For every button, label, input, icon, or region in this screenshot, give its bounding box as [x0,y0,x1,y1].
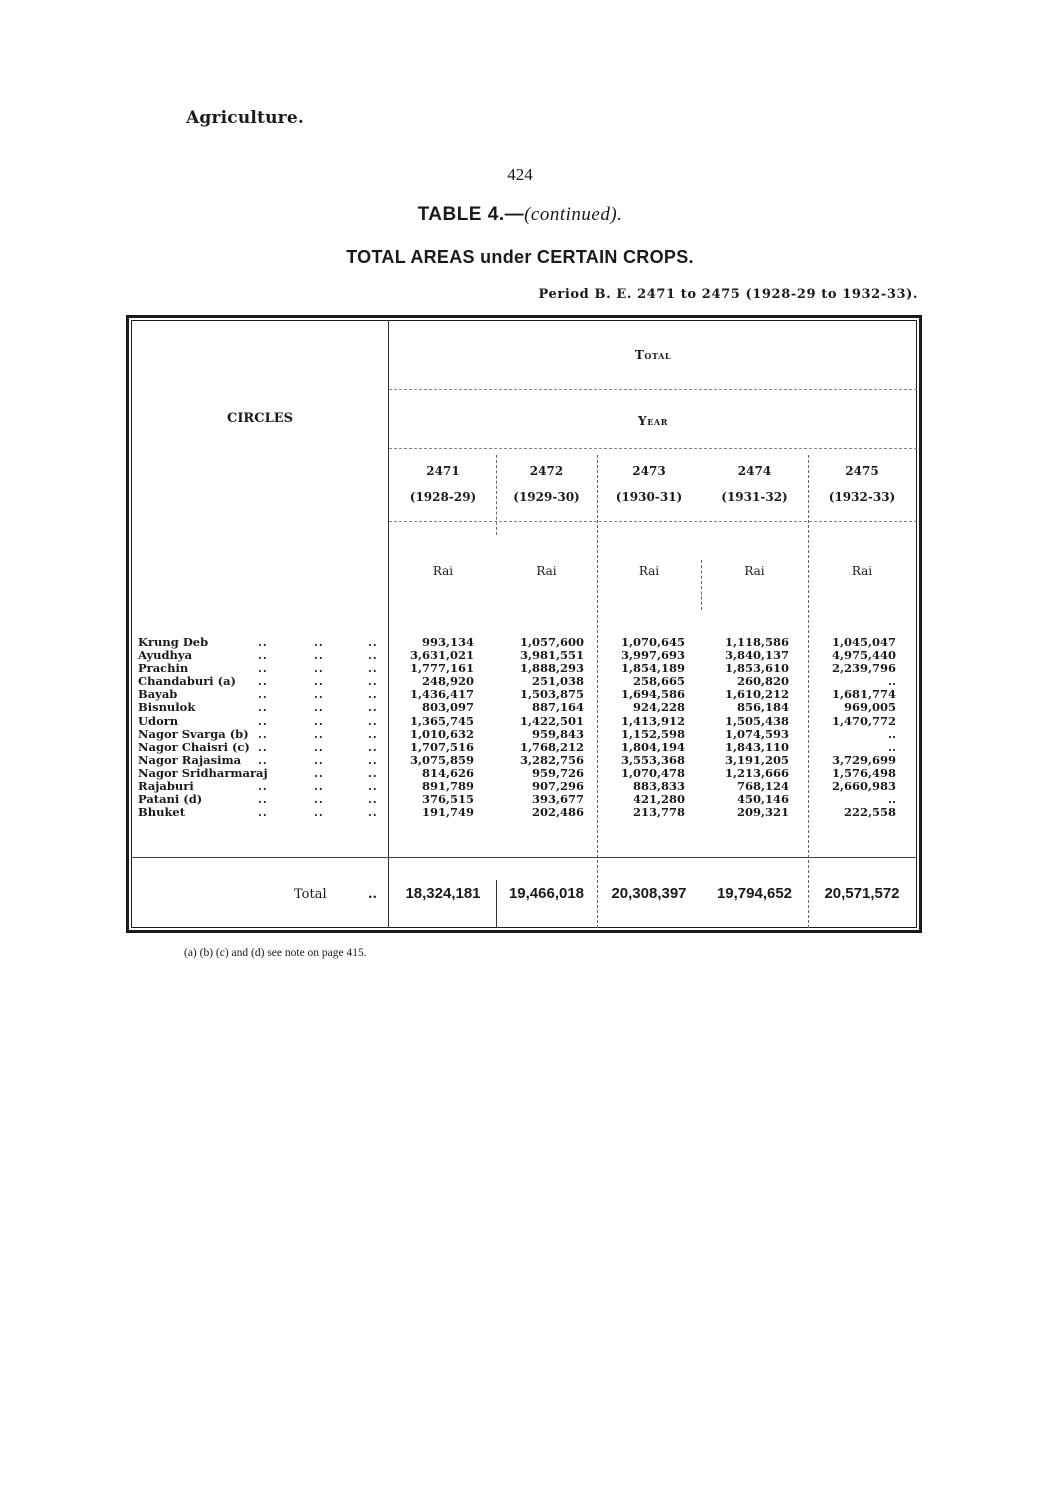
year-be: 2473 [632,464,666,478]
table-cell: .. [887,726,896,741]
total-2475: 20,571,572 [824,885,900,902]
table-subtitle: TOTAL AREAS under CERTAIN CROPS. [346,247,694,267]
table-cell: 1,804,194 [620,739,685,754]
year-header-rule [389,448,917,449]
table-cell: 191,749 [421,805,474,820]
table-cell: 2,239,796 [831,661,896,676]
table-cell: 421,280 [632,792,685,807]
circle-name: Rajaburi [138,779,194,794]
table-cell: 1,010,632 [409,726,474,741]
table-cell: 1,505,438 [724,713,789,728]
table-cell: 969,005 [843,700,896,715]
total-2474: 19,794,652 [716,885,793,902]
table-cell: 1,413,912 [620,713,685,728]
table-cell: 814,626 [421,765,474,780]
table-cell: 1,470,772 [831,713,896,728]
unit-label: Rai [638,564,660,578]
year-header: Year [638,414,668,428]
year-ce: (1928-29) [409,490,477,504]
table-cell: 3,553,368 [620,752,685,767]
unit-label: Rai [432,564,454,578]
table-cell: 1,854,189 [620,661,685,676]
table-cell: 3,729,699 [831,752,896,767]
table-cell: 907,296 [531,779,584,794]
table-cell: 924,228 [632,700,685,715]
leader-dots: .. .. .. .. .. .. .. .. .. .. .. .. .. [258,636,268,820]
table-cell: 3,631,021 [409,648,474,663]
year-ce: (1930-31) [615,490,683,504]
table-cell: 202,486 [531,805,584,820]
table-cell: 1,694,586 [620,687,685,702]
table-cell: 883,833 [632,779,685,794]
footnote: (a) (b) (c) and (d) see note on page 415. [184,947,367,959]
table-cell: 248,920 [421,674,474,689]
year-ce: (1931-32) [721,490,788,504]
year-be: 2474 [737,464,772,478]
total-2471: 18,324,181 [405,885,481,902]
circles-header: CIRCLES [226,411,293,426]
year-ce: (1929-30) [513,490,580,504]
circle-name: Nagor Chaisri (c) [138,739,250,754]
year-be: 2475 [845,464,879,478]
table-cell: 258,665 [632,674,685,689]
table-cell: 803,097 [421,700,474,715]
values-2475 [808,636,896,819]
circle-name: Bhuket [138,805,186,820]
year-col-2475 [808,464,916,578]
total-header-rule [389,389,917,390]
table-cell: 1,436,417 [409,687,474,702]
table-cell: 376,515 [421,792,474,807]
table-cell: 959,843 [531,726,584,741]
table-cell: 3,840,137 [724,648,789,663]
circle-name: Nagor Sridharmaraj [138,765,268,780]
table-cell: 959,726 [531,765,584,780]
leader-dots: .. .. .. .. .. .. .. .. .. .. .. .. .. .. [368,636,378,820]
table-cell: 1,768,212 [519,739,584,754]
circle-name: Ayudhya [138,648,193,663]
table-cell: 1,576,498 [831,765,896,780]
leader-dots: .. [368,887,378,902]
table-continued: (continued). [524,204,623,225]
section-heading: Agriculture. [186,108,304,128]
table-cell: 1,853,610 [724,661,789,676]
table-cell: 1,074,593 [724,726,789,741]
table-cell: 856,184 [736,700,789,715]
table-cell: 1,888,293 [519,661,584,676]
values-2473 [597,636,685,819]
values-2474 [701,636,789,819]
table-cell: 450,146 [736,792,789,807]
table-cell: 1,118,586 [724,635,789,649]
year-col-2474 [701,464,808,578]
circle-name: Patani (d) [138,792,203,807]
values-2472 [496,636,584,819]
year-col-2471 [390,464,496,578]
circle-name: Udorn [138,713,179,728]
table-cell: 222,558 [843,805,896,820]
circle-name: Krung Deb [138,635,209,649]
table-cell: .. [887,792,896,807]
circle-name: Bayab [138,687,178,702]
table-cell: 1,213,666 [724,765,789,780]
table-cell: 1,422,501 [519,713,584,728]
total-label: Total [294,887,327,902]
leader-dots: .. .. .. .. .. .. .. .. .. .. .. .. .. .. [314,636,324,820]
table-cell: 1,610,212 [724,687,789,702]
table-cell: 1,365,745 [409,713,474,728]
table-cell: 1,503,875 [519,687,584,702]
total-2472: 19,466,018 [508,885,585,902]
table-cell: 3,997,693 [620,648,685,663]
circle-name: Bisnulok [138,700,196,715]
table-cell: 2,660,983 [831,779,896,794]
year-be: 2472 [529,464,564,478]
table-title [0,204,1040,226]
table-cell: 1,070,645 [620,635,685,649]
table-cell: 3,282,756 [519,752,584,767]
circle-name: Chandaburi (a) [138,674,236,689]
table-cell: .. [887,674,896,689]
total-2473: 20,308,397 [611,885,687,902]
circle-name: Prachin [138,661,189,676]
table-cell: 3,075,859 [409,752,474,767]
circles-column-divider [388,320,389,928]
table-cell: 4,975,440 [831,648,896,663]
page-number: 424 [507,165,533,184]
table-cell: 260,820 [736,674,789,689]
circle-name: Nagor Svarga (b) [138,726,249,741]
table-cell: 1,057,600 [519,635,584,649]
year-be: 2471 [426,464,460,478]
unit-label: Rai [536,564,557,578]
total-row-rule [132,857,916,858]
table-cell: 1,045,047 [831,635,896,649]
table-cell: 1,152,598 [620,726,685,741]
table-cell: 1,777,161 [409,661,474,676]
total-header: Total [634,348,672,362]
total-divider [496,880,497,928]
period-caption: Period B. E. 2471 to 2475 (1928-29 to 1932-33). [538,287,918,302]
year-col-2472 [496,464,597,578]
unit-label: Rai [851,564,873,578]
table-cell: 213,778 [632,805,685,820]
year-col-2473 [597,464,701,578]
table-cell: 768,124 [736,779,789,794]
table-cell: 1,843,110 [724,739,789,754]
table-cell: 887,164 [531,700,584,715]
table-cell: 993,134 [421,635,474,649]
circle-names [138,636,268,819]
table-label: TABLE 4.— [417,204,525,225]
table-cell: 3,981,551 [519,648,584,663]
circle-name: Nagor Rajasima [138,752,242,767]
table-cell: 251,038 [531,674,584,689]
table-cell: 1,707,516 [409,739,474,754]
table-cell: 3,191,205 [724,752,789,767]
table-cell: 209,321 [736,805,789,820]
values-2471 [390,636,474,819]
table-cell: 1,681,774 [831,687,896,702]
unit-label: Rai [744,564,765,578]
table-cell: 1,070,478 [620,765,685,780]
table-cell: .. [887,739,896,754]
table-cell: 891,789 [421,779,474,794]
year-ce: (1932-33) [828,490,896,504]
table-cell: 393,677 [531,792,584,807]
